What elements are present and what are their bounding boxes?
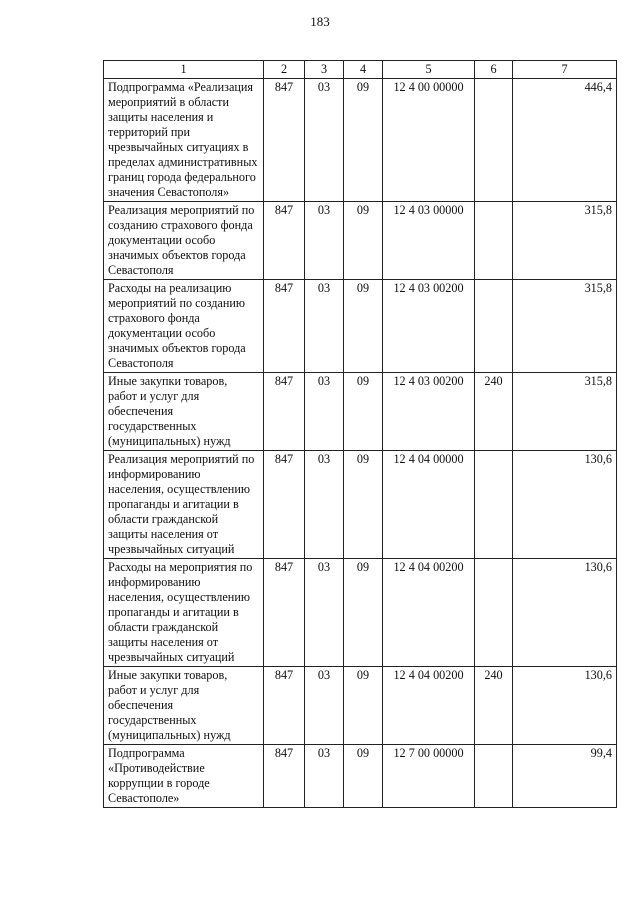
row-name: Иные закупки товаров, работ и услуг для обеспечения государственных (муниципальных) нужд bbox=[104, 667, 264, 745]
column-header-1: 1 bbox=[104, 61, 264, 79]
page-number: 183 bbox=[310, 14, 330, 29]
row-subsection: 09 bbox=[344, 451, 383, 559]
row-name: Реализация мероприятий по информированию населения, осуществлению пропаганды и агитации в области гражданской защиты населения от чрезвычайных ситуаций bbox=[104, 451, 264, 559]
row-name: Подпрограмма «Реализация мероприятий в области защиты населения и территорий при чрезвычайных ситуациях в пределах административных границ города федерального значения Севастополя» bbox=[104, 79, 264, 202]
row-subsection: 09 bbox=[344, 373, 383, 451]
row-section: 03 bbox=[305, 202, 344, 280]
row-code: 847 bbox=[264, 559, 305, 667]
row-subsection: 09 bbox=[344, 280, 383, 373]
row-amount: 315,8 bbox=[513, 280, 617, 373]
row-code: 847 bbox=[264, 79, 305, 202]
table-row bbox=[104, 451, 617, 559]
row-section: 03 bbox=[305, 559, 344, 667]
row-subsection: 09 bbox=[344, 667, 383, 745]
row-kind: 240 bbox=[475, 373, 513, 451]
row-name: Расходы на реализацию мероприятий по созданию страхового фонда документации особо значимых объектов города Севастополя bbox=[104, 280, 264, 373]
row-target: 12 4 04 00200 bbox=[383, 559, 475, 667]
row-section: 03 bbox=[305, 745, 344, 808]
row-target: 12 4 03 00000 bbox=[383, 202, 475, 280]
row-kind bbox=[475, 79, 513, 202]
column-header-7: 7 bbox=[513, 61, 617, 79]
row-name: Иные закупки товаров, работ и услуг для обеспечения государственных (муниципальных) нужд bbox=[104, 373, 264, 451]
table-row bbox=[104, 202, 617, 280]
column-header-2: 2 bbox=[264, 61, 305, 79]
row-code: 847 bbox=[264, 373, 305, 451]
row-code: 847 bbox=[264, 451, 305, 559]
row-section: 03 bbox=[305, 451, 344, 559]
row-name: Реализация мероприятий по созданию страхового фонда документации особо значимых объектов города Севастополя bbox=[104, 202, 264, 280]
row-kind bbox=[475, 202, 513, 280]
row-amount: 315,8 bbox=[513, 202, 617, 280]
row-target: 12 7 00 00000 bbox=[383, 745, 475, 808]
column-header-5: 5 bbox=[383, 61, 475, 79]
table-row bbox=[104, 667, 617, 745]
row-target: 12 4 03 00200 bbox=[383, 280, 475, 373]
row-section: 03 bbox=[305, 79, 344, 202]
row-kind bbox=[475, 745, 513, 808]
column-header-3: 3 bbox=[305, 61, 344, 79]
row-target: 12 4 04 00000 bbox=[383, 451, 475, 559]
table-row bbox=[104, 745, 617, 808]
row-target: 12 4 03 00200 bbox=[383, 373, 475, 451]
row-subsection: 09 bbox=[344, 745, 383, 808]
row-code: 847 bbox=[264, 280, 305, 373]
row-kind bbox=[475, 451, 513, 559]
row-name: Подпрограмма «Противодействие коррупции в городе Севастополе» bbox=[104, 745, 264, 808]
row-code: 847 bbox=[264, 745, 305, 808]
row-kind bbox=[475, 280, 513, 373]
row-target: 12 4 04 00200 bbox=[383, 667, 475, 745]
row-subsection: 09 bbox=[344, 559, 383, 667]
row-section: 03 bbox=[305, 280, 344, 373]
row-section: 03 bbox=[305, 373, 344, 451]
row-code: 847 bbox=[264, 202, 305, 280]
table-row bbox=[104, 79, 617, 202]
row-subsection: 09 bbox=[344, 202, 383, 280]
row-kind bbox=[475, 559, 513, 667]
row-amount: 130,6 bbox=[513, 451, 617, 559]
row-amount: 130,6 bbox=[513, 667, 617, 745]
row-code: 847 bbox=[264, 667, 305, 745]
column-header-6: 6 bbox=[475, 61, 513, 79]
row-amount: 99,4 bbox=[513, 745, 617, 808]
table-row bbox=[104, 280, 617, 373]
row-amount: 130,6 bbox=[513, 559, 617, 667]
column-header-4: 4 bbox=[344, 61, 383, 79]
budget-table bbox=[103, 60, 617, 808]
row-amount: 446,4 bbox=[513, 79, 617, 202]
row-subsection: 09 bbox=[344, 79, 383, 202]
row-section: 03 bbox=[305, 667, 344, 745]
table-row bbox=[104, 373, 617, 451]
row-target: 12 4 00 00000 bbox=[383, 79, 475, 202]
table-header-row bbox=[104, 61, 617, 79]
row-kind: 240 bbox=[475, 667, 513, 745]
row-name: Расходы на мероприятия по информированию населения, осуществлению пропаганды и агитации в области гражданской защиты населения от чрезвычайных ситуаций bbox=[104, 559, 264, 667]
table-row bbox=[104, 559, 617, 667]
row-amount: 315,8 bbox=[513, 373, 617, 451]
